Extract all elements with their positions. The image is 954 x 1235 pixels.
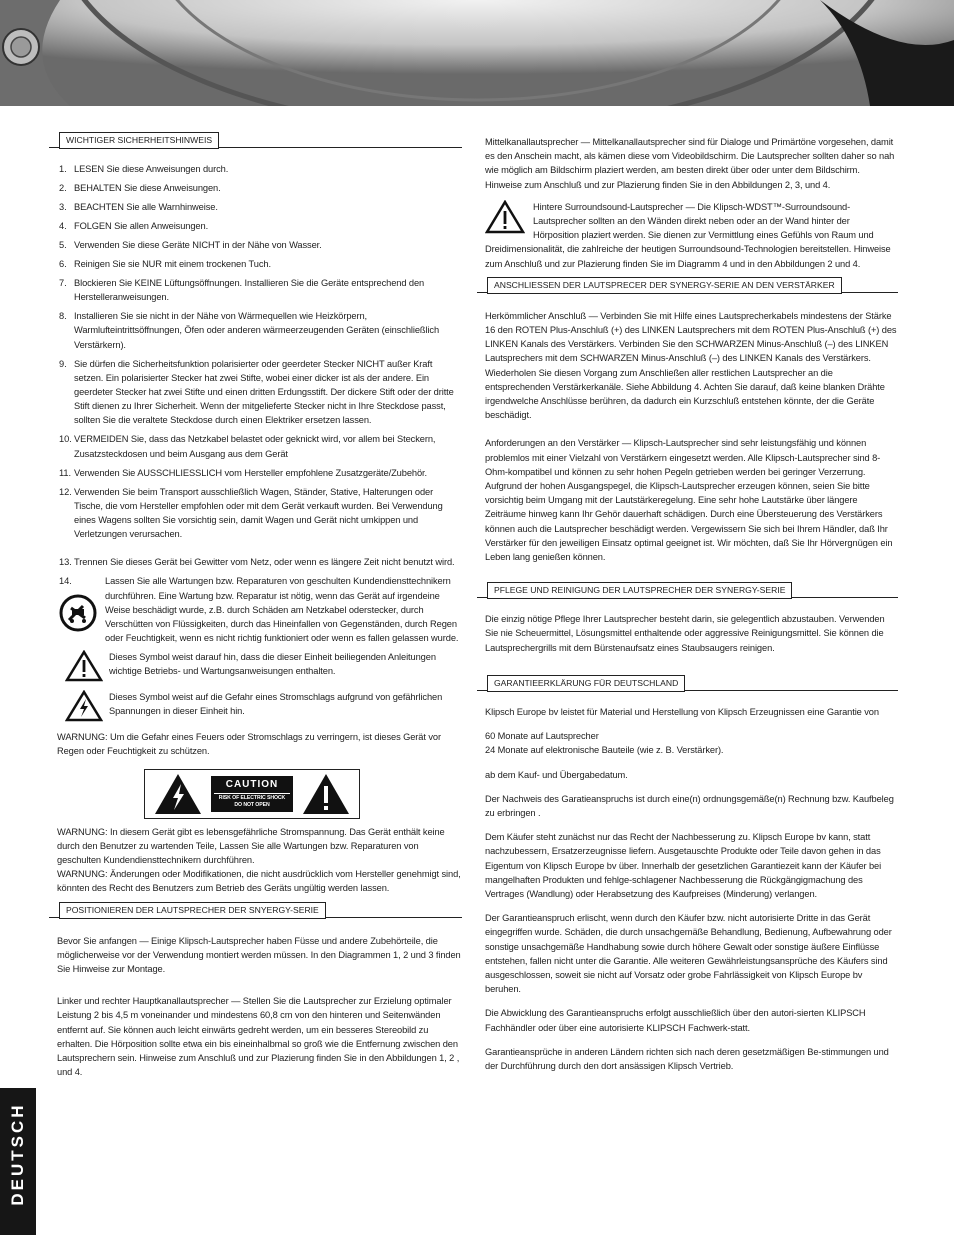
body-paragraph: Die Abwicklung des Garantieanspruchs erfolgt ausschließlich über den autori-sierten KLIPSCH Fachhändler oder über eine autorisierte KLIPSCH Fachwerk-statt. [485, 1008, 866, 1033]
list-item: 5. Verwenden Sie diese Geräte NICHT in der Nähe von Wasser. [59, 240, 322, 250]
care-heading: PFLEGE UND REINIGUNG DER LAUTSPRECHER DER SYNERGY-SERIE [485, 582, 898, 600]
exclamation-triangle-icon [65, 650, 103, 682]
list-item: 8. Installieren Sie sie nicht in der Nähe von Wärmequellen wie Heizkörpern, Warmlufteintrittsöffnungen, Öfen oder anderen wärmeerzeugenden Geräten (einschließlich Verstärkern). [59, 311, 440, 350]
warranty-heading: GARANTIEERKLÄRUNG FÜR DEUTSCHLAND [485, 675, 898, 693]
list-item: 11. Verwenden Sie AUSSCHLIESSLICH vom Hersteller empfohlene Zusatzgeräte/Zubehör. [59, 467, 427, 478]
speaker-banner-image [0, 0, 954, 106]
language-sidebar-tab [0, 1088, 36, 1235]
body-paragraph: 60 Monate auf Lautsprecher 24 Monate auf elektronische Bauteile (wie z. B. Verstärker). [485, 731, 724, 756]
list-item: 9. Sie dürfen die Sicherheitsfunktion polarisierter oder geerdeter Stecker NICHT außer Kraft setzen. Ein polarisierter Stecker hat zwei Stifte, wobei einer dicker ist als der andere. Ein geerdeter Stecker hat zwei Stifte und einen dritten Erdungsstift. Der dickere Stift oder der dritte Stift dienen zu Ihrer Sicherheit. Wenn der mitgelieferte Stecker nicht in Ihre Steckdose passt, sollten Sie die veraltete Steckdose durch einen Elektriker ersetzen lassen. [59, 358, 454, 426]
body-paragraph: Dem Käufer steht zunächst nur das Recht der Nachbesserung zu. Klipsch Europe bv kann, statt nachzubessern, Ersatzerzeugnisse liefern. Ausgetauschte Produkte oder Teile davon gehen in das Eigentum von Klipsch Europe bv über. Innerhalb der gesetzlichen Garantiezeit kann der Käufer bei mangelhaften Produkten und fehlge-schlagener Nachbesserung die Rückgängigmachung des Vertrages (Wandlung) oder Herabsetzung des Kaufpreises (Minderung) verlangen. [485, 832, 882, 899]
list-item: 3. BEACHTEN Sie alle Warnhinweise. [59, 202, 218, 212]
body-paragraph: Linker und rechter Hauptkanallautsprecher — Stellen Sie die Lautsprecher zur Erzielung optimaler Leistung 2 bis 4,5 m voneinander und mindestens 60,8 cm von den hinteren und Seitenwänden entfernt auf. Sie können auch leicht einwärts gedreht werden, um ein besseres Stereobild zu erhalten. Die Hörposition sollte etwa ein bis eineinhalbmal so groß wie die Entfernung zwischen den Lautsprechern sein. Hinweise zum Anschluß und zur Plazierung finden Sie in den Abbildungen 1, 2 , und 4. [57, 996, 460, 1078]
list-item: 14. Lassen Sie alle Wartungen bzw. Reparaturen von geschulten Kundendiensttechnikern durchführen. Eine Wartung bzw. Reparatur ist nötig, wenn das Gerät auf irgendeine Weise beschädigt wurde, z.B. durch Schäden am Netzkabel oderstecker, durch Verschütten von Flüssigkeiten, durch das Hineinfallen von Gegenständen, durch Regen oder Feuchtigkeit, wenn es nicht richtig funktioniert oder wenn es fallen gelassen wurde. [59, 576, 459, 644]
body-paragraph: Anforderungen an den Verstärker — Klipsch-Lautsprecher sind sehr leistungsfähig und können problemlos mit einer Vielzahl von Verstärkern eingesetzt werden. Alle Klipsch-Lautsprecher sind 8-Ohm-kompatibel und können zu sehr hohen Pegeln getrieben werden bei geringer Verzerrung. Aufgrund der hohen Ausgangspegel, die Klipsch-Lautsprecher erzeugen können, seien Sie bitte vorsichtig beim Umgang mit der Lautstärkeregelung. Eine sehr hohe Lautstärke über längere Zeiträume hinweg kann Ihr Gehör dauerhaft schädigen. Durch eine Übersteuerung des Verstärkers können auch die Lautsprecher beschädigt werden. Vergewissern Sie sich bei Ihrem Händler, daß Ihr Verstärker für den jeweiligen Einsatz optimal geeignet ist. Wir möchten, daß Sie Ihr Hörvergnügen ein Leben lang genießen können. [485, 438, 893, 563]
list-item: 12. Verwenden Sie beim Transport ausschließlich Wagen, Ständer, Stative, Halterungen oder Tische, die vom Hersteller empfohlen oder mit dem Gerät verkauft wurden. Bei Verwendung eines Wagens sollten Sie vorsichtig sein, damit Wagen und Gerät nicht umkippen und Verletzungen verursachen. [59, 486, 443, 540]
exclamation-symbol-note: Dieses Symbol weist darauf hin, dass die dieser Einheit beiliegenden Anleitungen wichtige Betriebs- und Wartungsanweisungen enthalten. [57, 650, 462, 684]
position-heading: POSITIONIEREN DER LAUTSPRECHER DER SNYERGY-SERIE [57, 902, 462, 920]
exclamation-triangle-icon [485, 200, 525, 234]
list-item: 7. Blockieren Sie KEINE Lüftungsöffnungen. Installieren Sie die Geräte entsprechend den Herstelleranweisungen. [59, 278, 425, 303]
bolt-symbol-note: Dieses Symbol weist auf die Gefahr eines Stromschlags aufgrund von gefährlichen Spannungen in dieser Einheit hin. [57, 690, 462, 724]
body-paragraph: Bevor Sie anfangen — Einige Klipsch-Lautsprecher haben Füsse und andere Zubehörteile, die möglicherweise vor der Verwendung montiert werden müssen. In den Diagrammen 1, 2 und 3 finden Sie Hinweise zur Montage. [57, 935, 461, 975]
body-paragraph: Der Garantieanspruch erlischt, wenn durch den Käufer bzw. nicht autorisierte Dritte in das Gerät eingegriffen wurde. Schäden, die durch unsachgemäße Behandlung, Bedienung, Aufbewahrung oder sonstige unsachgemäße Handhabung sowie durch höhere Gewalt oder sonstige äußere Einflüsse entstehen, fallen nicht unter die Garantie. Alle weiteren Gewährleistungsansprüche des Käufers sind ausgeschlossen, soweit sie nicht auf Vorsatz oder grobe Fahrlässigkeit von Klipsch Europe bv beruhen. [485, 913, 892, 995]
safety-heading: WICHTIGER SICHERHEITSHINWEIS [57, 132, 462, 150]
lightning-triangle-icon [65, 690, 103, 722]
connect-heading: ANSCHLIESSEN DER LAUTSPRECER DER SYNERGY-SERIE AN DEN VERSTÄRKER [485, 277, 898, 295]
warning-text: WARNUNG: Um die Gefahr eines Feuers oder Stromschlags zu verringern, ist dieses Gerät vor Regen oder Feuchtigkeit zu schützen. [57, 732, 441, 757]
list-item: 2. BEHALTEN Sie diese Anweisungen. [59, 183, 221, 193]
no-cart-tipover-icon [59, 594, 97, 632]
warning-text: WARNUNG: Änderungen oder Modifikationen, die nicht ausdrücklich vom Hersteller genehmigt sind, könnten des Recht des Benutzers zum Betrieb des Geräts ungültig werden lassen. [57, 869, 461, 894]
list-item: 6. Reinigen Sie sie NUR mit einem trockenen Tuch. [59, 259, 271, 269]
list-item: 13. Trennen Sie dieses Gerät bei Gewitter vom Netz, oder wenn es längere Zeit nicht benutzt wird. [59, 557, 455, 568]
body-paragraph: Klipsch Europe bv leistet für Material und Herstellung von Klipsch Erzeugnissen eine Garantie von [485, 706, 879, 717]
caution-label [144, 769, 360, 819]
left-column [57, 132, 462, 1090]
list-item: 10. VERMEIDEN Sie, dass das Netzkabel belastet oder geknickt wird, vor allem bei Steckern, Zusatzsteckdosen und beim Ausgang aus dem Gerät [59, 434, 436, 459]
sidebar-label: DEUTSCH [8, 1102, 27, 1206]
surround-paragraph: Hintere Surroundsound-Lautsprecher — Die Klipsch-WDST™-Surroundsound-Lautsprecher sollten an den Wänden direkt neben oder an der Wand hinter der Hörposition plaziert werden. Sie dienen zur Vermittlung eines Gefühls von Raum und Dreidimensionalität, die zahlreiche der heutigen Surroundsound-Technologien bereitstellen. Hinweise zum Anschluß und zur Plazierung finden Sie im Diagramm 4 und in den Abbildungen 2 und 4. [485, 201, 891, 269]
body-paragraph: Garantieansprüche in anderen Ländern richten sich nach deren gesetzmäßigen Be-stimmungen und der Durchführung durch den dort ansässigen Klipsch Vertrieb. [485, 1046, 889, 1071]
exclamation-triangle-icon [301, 772, 351, 816]
speaker-photo-icon [0, 0, 954, 106]
caution-text-box: CAUTION RISK OF ELECTRIC SHOCK DO NOT OPEN [211, 776, 293, 812]
lightning-triangle-icon [153, 772, 203, 816]
right-column [485, 135, 898, 1083]
warning-text: WARNUNG: In diesem Gerät gibt es lebensgefährliche Stromspannung. Das Gerät enthält keine durch den Benutzer zu wartenden Teile, Lassen Sie alle Wartungen bzw. Reparaturen von geschulten Kundendiensttechnikern durchführen. [57, 826, 445, 866]
body-paragraph: Herkömmlicher Anschluß — Verbinden Sie mit Hilfe eines Lautsprecherkabels mindestens der Stärke 16 den ROTEN Plus-Anschluß (+) des LINKEN Lautsprechers mit dem ROTEN Plus-Anschluß (+) des LINKEN Kanals des Verstärkers. Verbinden Sie den SCHWARZEN Minus-Anschluß (–) des LINKEN Lautsprechers mit dem SCHWARZEN Minus-Anschluß (–) des LINKEN Kanals des Verstärkers. Wiederholen Sie diesen Vorgang zum Anschließen aller restlichen Lautsprecher an die entsprechenden Verstärkerkanäle. Siehe Abbildung 4. Achten Sie darauf, daß keine blanken Drähte irgendwelche Anschlüsse berühren, da dadurch ein Kurzschluß entstehen könnte, der die Geräte beschädigt. [485, 310, 897, 421]
safety-list [57, 162, 462, 645]
body-paragraph: Mittelkanallautsprecher — Mittelkanallautsprecher sind für Dialoge und Primärtöne vorgesehen, damit es den Anschein macht, als kämen diese vom Videobildschirm. Die Lautsprecher sollten daher so nah wie möglich am Bildschirm plaziert werden, am besten direkt über oder unter dem Bildschirm. Hinweise zum Anschluß und zur Plazierung finden Sie in den Abbildungen 2, 3, und 4. [485, 137, 895, 190]
list-item: 4. FOLGEN Sie allen Anweisungen. [59, 221, 209, 231]
body-paragraph: Der Nachweis des Garatieanspruchs ist durch eine(n) ordnungsgemäße(n) Rechnung bzw. Kaufbeleg zu erbringen . [485, 793, 894, 818]
list-item: 1. LESEN Sie diese Anweisungen durch. [59, 164, 229, 174]
body-paragraph: Die einzig nötige Pflege Ihrer Lautsprecher besteht darin, sie gelegentlich abzustauben. Verwenden Sie nie Scheuermittel, Lösungsmittel enthaltende oder aggressive Reinigungsmittel. Sie können die Lautsprechergrills mit dem Bürstenaufsatz eines Staubsaugers reinigen. [485, 614, 885, 653]
body-paragraph: ab dem Kauf- und Übergabedatum. [485, 769, 628, 780]
